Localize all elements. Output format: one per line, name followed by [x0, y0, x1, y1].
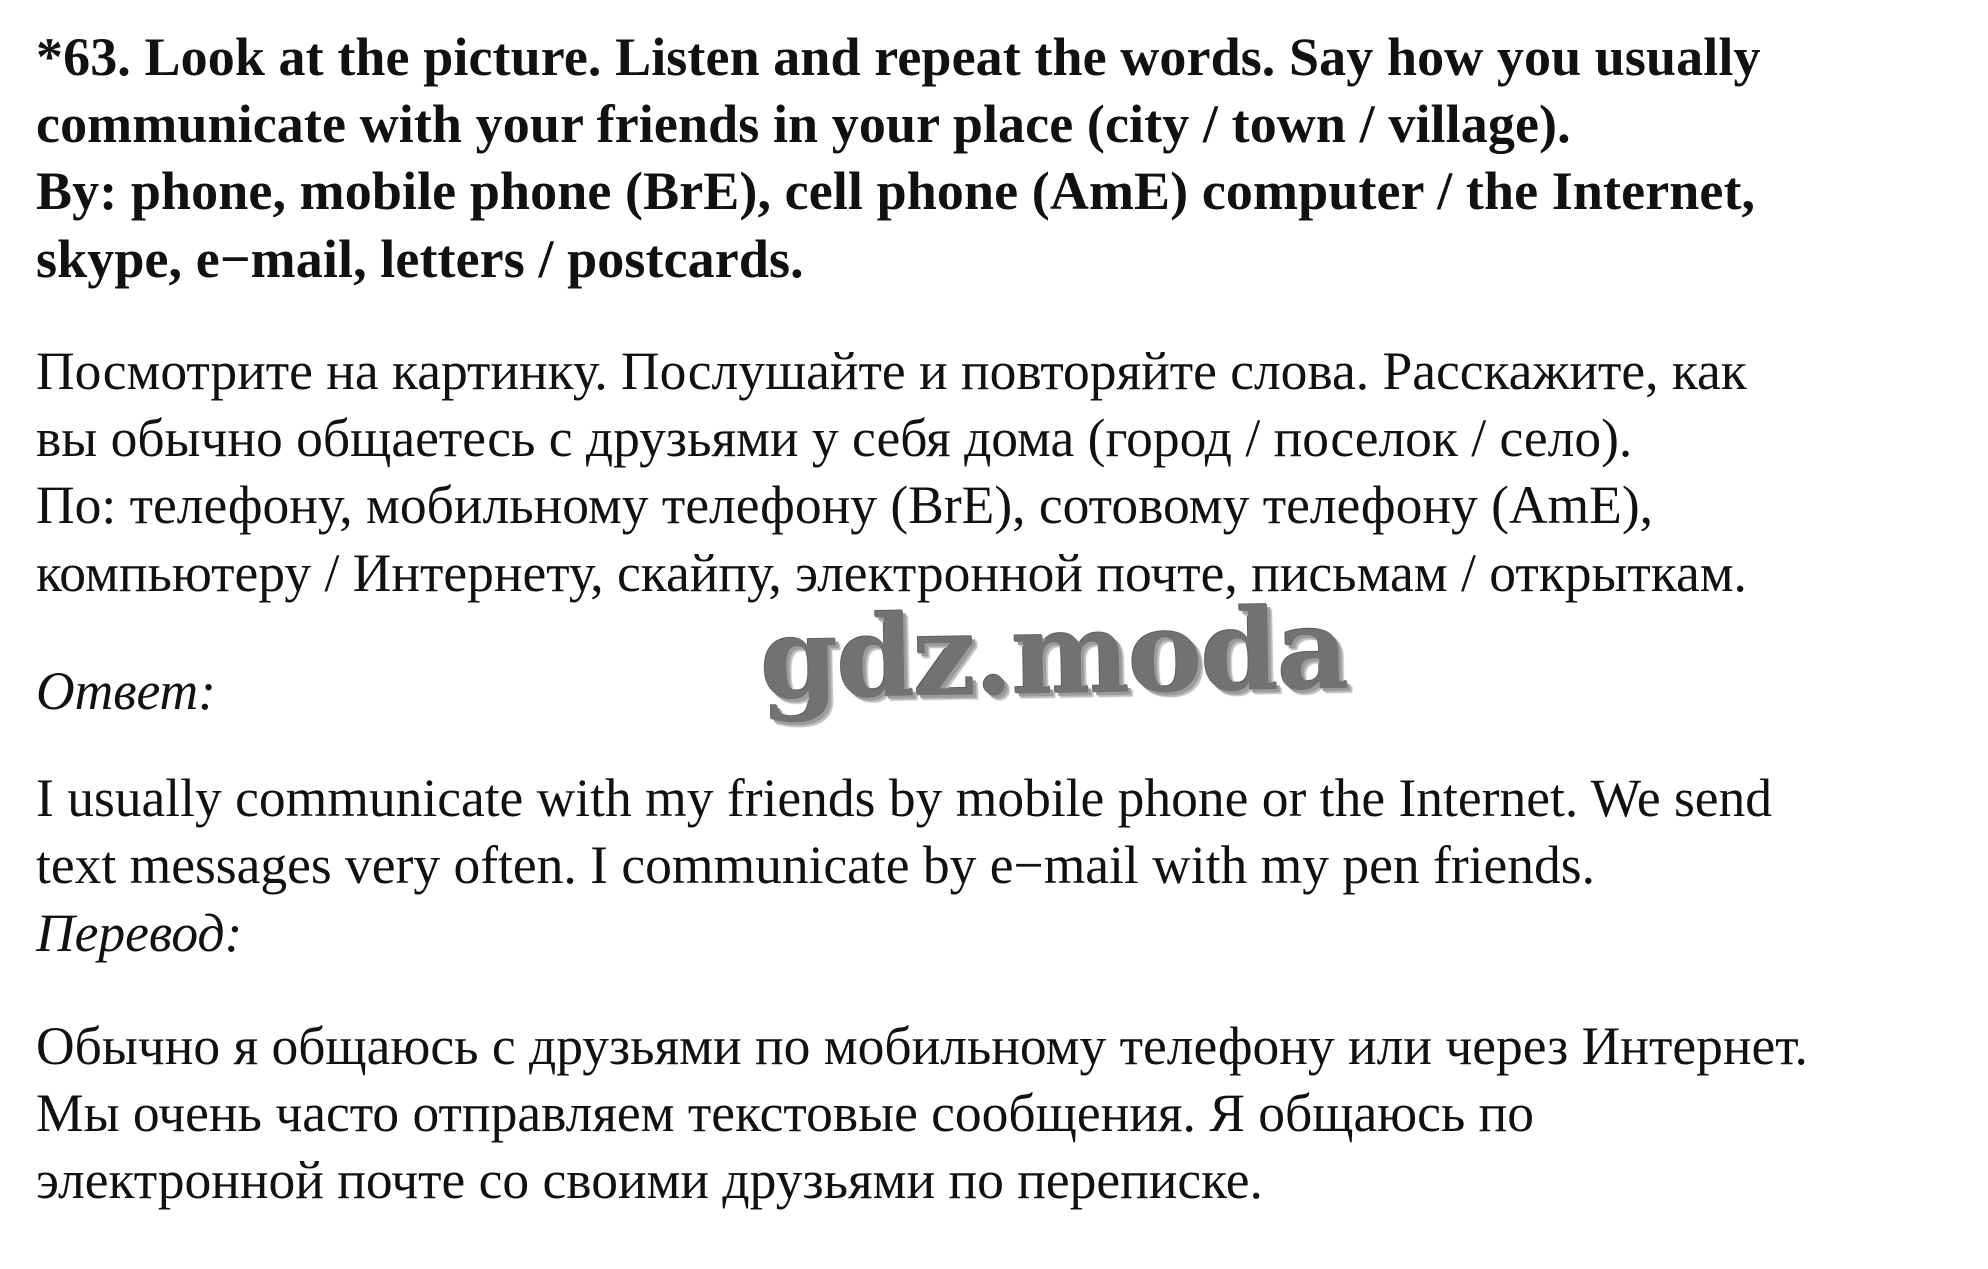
answer-translation-line-3: электронной почте со своими друзьями по переписке. [36, 1150, 1263, 1210]
task-translation-line-2: вы обычно общаетесь с друзьями у себя дома (город / поселок / село). [36, 408, 1633, 468]
task-line-3: By: phone, mobile phone (BrE), cell phone (AmE) computer / the Internet, [36, 161, 1756, 221]
answer-translation-line-1: Обычно я общаюсь с друзьями по мобильному телефону или через Интернет. [36, 1016, 1808, 1076]
answer-line-1: I usually communicate with my friends by mobile phone or the Internet. We send [36, 768, 1773, 828]
task-translation-line-3: По: телефону, мобильному телефону (BrE), сотовому телефону (AmE), [36, 475, 1654, 535]
task-translation-line-1: Посмотрите на картинку. Послушайте и повторяйте слова. Расскажите, как [36, 341, 1747, 401]
answer-label: Ответ: [36, 661, 216, 721]
answer-line-2: text messages very often. I communicate by e−mail with my pen friends. [36, 835, 1595, 895]
task-line-1: *63. Look at the picture. Listen and repeat the words. Say how you usually [36, 27, 1761, 87]
gdz-watermark-logo: gdz.moda [758, 583, 1349, 726]
task-line-4: skype, e−mail, letters / postcards. [36, 229, 804, 289]
answer-translation-line-2: Мы очень часто отправляем текстовые сообщения. Я общаюсь по [36, 1083, 1535, 1143]
translation-label: Перевод: [36, 903, 243, 963]
task-translation-line-4: компьютеру / Интернету, скайпу, электронной почте, письмам / открыткам. [36, 543, 1747, 603]
task-line-2: communicate with your friends in your place (city / town / village). [36, 94, 1571, 154]
